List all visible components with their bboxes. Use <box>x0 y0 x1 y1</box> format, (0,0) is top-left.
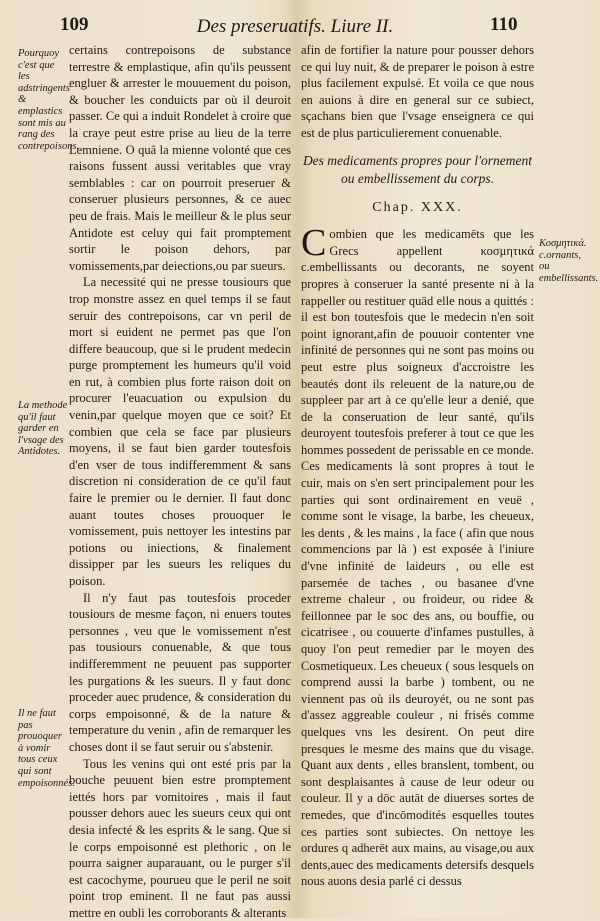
running-title: Des preseruatifs. Liure II. <box>196 16 394 37</box>
section-heading: Des medicaments propres pour l'ornement ou embellissement du corps. <box>302 152 533 186</box>
margin-note-vomir: Il ne faut pas prouoquer à vomir tous ceux qui sont empoisonnés. <box>18 708 75 789</box>
margin-note-kosmetika: Κοσμητικά. c.ornants, ou embellissants. <box>539 238 599 284</box>
paragraph: certains contrepoisons de substance terrestre & emplastique, afin qu'ils peussent engluer & arrester le mouuement du poison, & boucher les conduicts par où il deuroit passer. Ce qui a induit Rondelet à croire que la craye peut estre prise au lieu de la terre Lemniene. O quâ la mienne volonté que ces raisons fussent aussi veritables que vray semblables : car on pourroit preseruer & conseruer plusieurs personnes, & ce auec peu de frais. Mais le meilleur & le plus seur Antidote est celuy qui fait promptement sortir le poison dehors, par vomissements,par deiections,ou par sueurs. <box>69 43 291 273</box>
chapter-body <box>301 222 534 890</box>
margin-note-contrepoisons: Pourquoy c'est que les adstringents & emplastics sont mis au rang des contrepoisons. <box>18 48 80 152</box>
drop-capital: C <box>301 222 327 265</box>
chapter-heading: Chap. XXX. <box>372 199 463 215</box>
page-number-left: 109 <box>60 14 89 35</box>
paragraph: Il n'y faut pas toutesfois proceder tousiours de mesme façon, ni enuers toutes personnes , veu que le vomissement n'est pas tousiours conuenable, & que tous indifferemment ne peuuent pas supporter les purgations & les sueurs. Il y faut donc proceder auec prudence, & consideration du corps empoisonné, & de la nature & temperature du venin , afin de remarquer les choses dont il se faut seruir ou s'abstenir. <box>69 590 291 754</box>
paragraph: afin de fortifier la nature pour pousser dehors ce qui luy nuit, & de preparer le poison à estre plus facilement expulsé. Et voila ce que nous en auions à dire en general sur ce subiect, sçachans bien que l'vsage enseignera ce qui est de plus particulierement conuenable. <box>301 43 534 140</box>
left-column <box>69 42 291 921</box>
margin-note-methode: La methode qu'il faut garder en l'vsage des Antidotes. <box>18 400 68 458</box>
chapter-text: ombien que les medicamēts que les Grecs appellent κοσμητικά c.embellissants ou decorants, ne soyent propres à conseruer la santé presente ni à la rappeller ou restituer quād elle nous a quittés : il est bon toutesfois que le medecin n'en soit point ignorant,afin de pouuoir contenter vne infinité de personnes qui ne sont pas moins ou peut estre plus soigneux d'accroistre les beautés dont ils releuent de la nature,ou de suppleer par art à ce qu'elle leur a denié, que de la conseruation de leur santé, qu'ils deuroyent toutesfois preferer à tout ce que les hommes possedent de perissable en ce monde. Ces medicaments là sont propres à tout le cuir, mais on s'en sert principalement pour les parties qui sont ordinairement en veuë , comme sont le visage, la barbe, les cheueux, les dents , & les mains , la face ( afin que nous commencions par là ) est exposée à l'iniure d'vne infinité de laideurs , ou elle est parsemée de taches , ou basanee d'vne extreme chaleur , ou froideur, ou ridee & feillonnee par le soc des ans, ou bouffie, ou cicatrisee , ou couuerte d'infames pustulles, à quoy l'on peut remedier par le moyen des Cosmetiqueux. Les cheueux ( sous lesquels on comprend aussi la barbe ) tombent, ou ne viennent pas où ils deuroyét, ou ne sont pas d'assez aggreable couleur , ni frisés comme quelques vns les desirent. On peut dire presques le mesme des mains que du visage. Quant aux dents , elles branslent, tombent, ou sont desplaisantes à cause de leur odeur ou couleur. Il y a dōc autāt de diuerses sortes de remedes, que d'incōmodités esquelles toutes ces parties sont subiectes. On nettoye les ordures q adherēt aux mains, au visage,ou aux dents,auec des medicaments detersifs desquels nous auons desia parlé ci dessus <box>301 227 534 889</box>
paragraph: La necessité qui ne presse tousiours que trop monstre assez en quel temps il se faut seruir des contrepoisons, car vn peril de mort si euident ne permet pas que l'on differe beaucoup, que si le prudent medecin purge promptement les humeurs qu'il void en rut, à combien plus forte raison doit on procurer l'euacuation ou expulsion du venin,par quelque moyen que ce soit? Et combien que cela se face par plusieurs moyens, il se faut bien garder toutesfois d'en vser de tous indifferemment & sans discretion ni consideration de ce qu'il faut faire le premier ou le dernier. Il faut donc auant toutes choses prouoquer le vomissement, puis nettoyer les intestins par potions ou iniections, & finalement dissipper par les sueurs les reliques du poison. <box>69 275 291 588</box>
right-column <box>301 42 534 890</box>
page-number-right: 110 <box>490 14 518 35</box>
paragraph: Tous les venins qui ont esté pris par la bouche peuuent bien estre promptement iettés hors par vomitoires , mais il faut pousser dehors auec les sueurs ceux qui ont desia infecté & les esprits & le sang. Que si le corps empoisonné est plethoric , on le pourra saigner auparauant, ou le purger s'il est cacochyme, pourueu que le peril ne soit point trop eminent. Il ne faut pas aussi mettre en oubli les corroborants & alterants <box>69 756 291 920</box>
